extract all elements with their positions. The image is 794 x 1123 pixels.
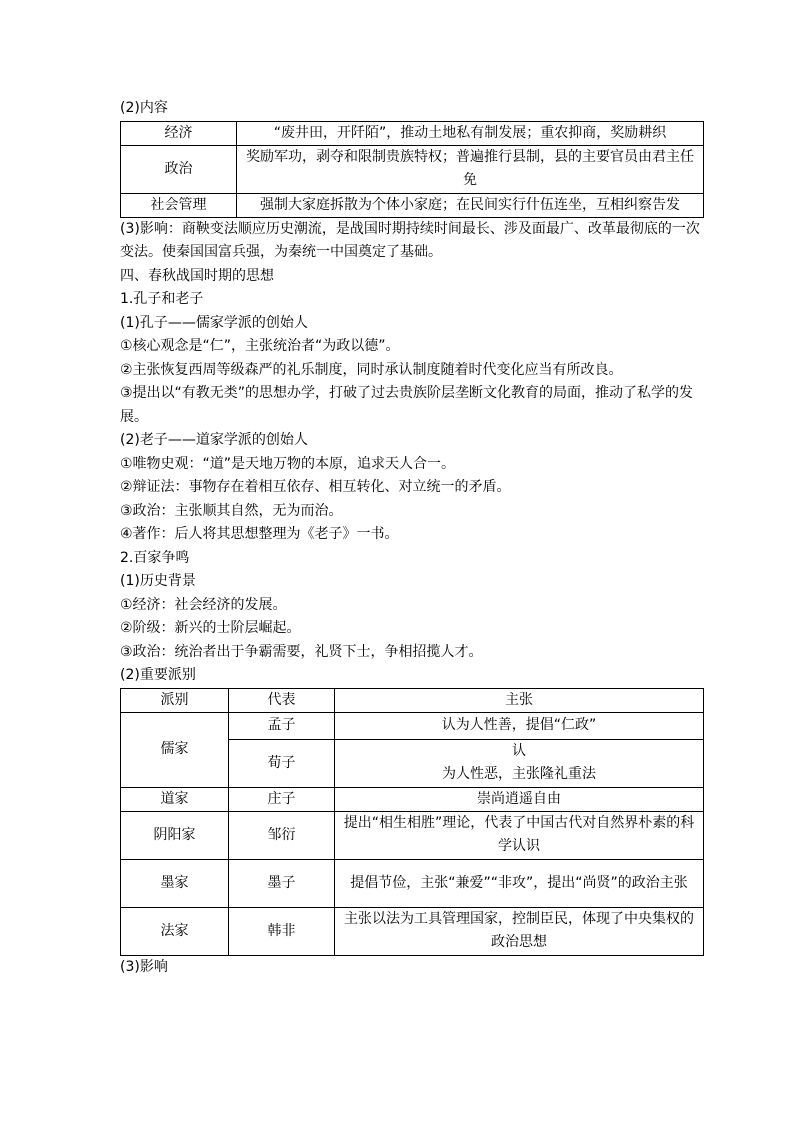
list-item: ③政治：统治者出于争霸需要，礼贤下士，争相招揽人才。 (120, 643, 483, 660)
list-item: ②阶级：新兴的士阶层崛起。 (120, 620, 301, 636)
list-item: ②辩证法：事物存在着相互依存、相互转化、对立统一的矛盾。 (120, 479, 511, 495)
schools-table (120, 688, 704, 956)
school-cell: 道家 (121, 787, 229, 811)
school-cell: 法家 (121, 907, 229, 955)
table-row (121, 145, 704, 193)
representative-cell: 孟子 (229, 712, 335, 739)
list-item: ④著作：后人将其思想整理为《老子》一书。 (120, 526, 399, 542)
row-label: 社会管理 (121, 193, 237, 217)
row-label: 经济 (121, 121, 237, 145)
table-header-row (121, 688, 704, 712)
idea-cell: 崇尚逍遥自由 (335, 787, 704, 811)
table-row (121, 907, 704, 955)
idea-line: 认 (512, 743, 526, 759)
schools-heading: (2)重要派别 (120, 667, 196, 683)
list-item: ①唯物史观：“道”是天地万物的本原，追求天人合一。 (120, 455, 456, 472)
idea-cell: 主张以法为工具管理国家，控制臣民，体现了中央集权的政治思想 (335, 907, 704, 955)
row-label: 政治 (121, 145, 237, 193)
table-row (121, 859, 704, 907)
row-text: 强制大家庭拆散为个体小家庭；在民间实行什伍连坐，互相纠察告发 (237, 193, 704, 217)
background-heading: (1)历史背景 (120, 573, 196, 589)
document-body (120, 97, 704, 979)
table-row (121, 787, 704, 811)
subsection-title: 1.孔子和老子 (120, 291, 204, 307)
row-text: “废井田，开阡陌”，推动土地私有制发展；重农抑商，奖励耕织 (237, 121, 704, 145)
idea-cell: 提出“相生相胜”理论，代表了中国古代对自然界朴素的科学认识 (335, 811, 704, 859)
column-header: 派别 (121, 688, 229, 712)
idea-line: 为人性恶，主张隆礼重法 (442, 766, 596, 782)
list-item: ③提出以“有教无类”的思想办学，打破了过去贵族阶层垄断文化教育的局面，推动了私学的发展。 (120, 385, 694, 425)
representative-cell: 庄子 (229, 787, 335, 811)
reform-content-table (120, 121, 704, 218)
influence-paragraph: (3)影响：商鞅变法顺应历史潮流，是战国时期持续时间最长、涉及面最广、改革最彻底的一次变法。使秦国国富兵强，为秦统一中国奠定了基础。 (120, 220, 700, 260)
column-header: 主张 (335, 688, 704, 712)
representative-cell: 荀子 (229, 739, 335, 787)
table-row (121, 712, 704, 739)
representative-cell: 墨子 (229, 859, 335, 907)
list-item: ①核心观念是“仁”，主张统治者“为政以德”。 (120, 338, 400, 354)
laozi-heading: (2)老子——道家学派的创始人 (120, 432, 308, 448)
school-cell: 阴阳家 (121, 811, 229, 859)
table-row (121, 121, 704, 145)
section-heading-content: (2)内容 (120, 100, 168, 116)
table-row (121, 193, 704, 217)
idea-cell: 认为人性善，提倡“仁政” (335, 712, 704, 739)
influence-heading: (3)影响 (120, 958, 168, 975)
row-text: 奖励军功，剥夺和限制贵族特权；普遍推行县制，县的主要官员由君主任免 (237, 145, 704, 193)
confucius-heading: (1)孔子——儒家学派的创始人 (120, 314, 308, 331)
column-header: 代表 (229, 688, 335, 712)
subsection-title: 2.百家争鸣 (120, 549, 190, 566)
idea-cell: 提倡节俭，主张“兼爱”“非攻”，提出“尚贤”的政治主张 (335, 859, 704, 907)
school-cell: 墨家 (121, 859, 229, 907)
list-item: ②主张恢复西周等级森严的礼乐制度，同时承认制度随着时代变化应当有所改良。 (120, 361, 623, 378)
list-item: ③政治：主张顺其自然，无为而治。 (120, 502, 343, 519)
school-cell: 儒家 (121, 712, 229, 787)
idea-cell (335, 739, 704, 787)
list-item: ①经济：社会经济的发展。 (120, 596, 287, 613)
table-row (121, 811, 704, 859)
representative-cell: 韩非 (229, 907, 335, 955)
section-title: 四、春秋战国时期的思想 (120, 267, 274, 284)
representative-cell: 邹衍 (229, 811, 335, 859)
